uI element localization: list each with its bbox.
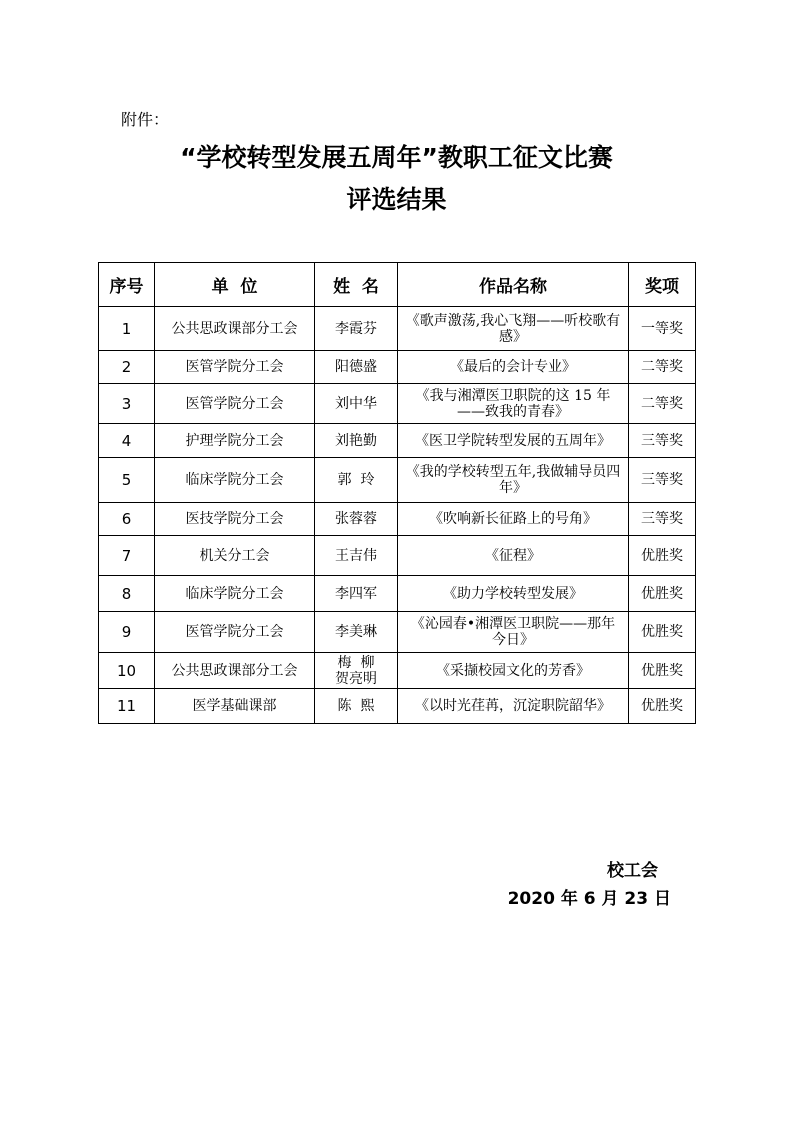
cell-unit: 临床学院分工会 bbox=[155, 458, 315, 503]
cell-work: 《我与湘潭医卫职院的这 15 年——致我的青春》 bbox=[398, 384, 629, 424]
cell-work: 《沁园春•湘潭医卫职院——那年今日》 bbox=[398, 612, 629, 653]
cell-work: 《以时光荏苒，沉淀职院韶华》 bbox=[398, 689, 629, 724]
header-award: 奖项 bbox=[629, 263, 696, 307]
table-row bbox=[99, 576, 696, 612]
cell-award: 三等奖 bbox=[629, 503, 696, 536]
cell-unit: 临床学院分工会 bbox=[155, 576, 315, 612]
cell-work: 《吹响新长征路上的号角》 bbox=[398, 503, 629, 536]
cell-work: 《助力学校转型发展》 bbox=[398, 576, 629, 612]
cell-award: 优胜奖 bbox=[629, 612, 696, 653]
cell-name: 刘艳勤 bbox=[315, 424, 398, 458]
cell-award: 优胜奖 bbox=[629, 653, 696, 689]
cell-name: 陈 熙 bbox=[315, 689, 398, 724]
cell-no: 9 bbox=[99, 612, 155, 653]
cell-name: 李美琳 bbox=[315, 612, 398, 653]
cell-no: 10 bbox=[99, 653, 155, 689]
cell-award: 三等奖 bbox=[629, 424, 696, 458]
cell-no: 5 bbox=[99, 458, 155, 503]
cell-unit: 医技学院分工会 bbox=[155, 503, 315, 536]
cell-award: 优胜奖 bbox=[629, 536, 696, 576]
page-title: “学校转型发展五周年”教职工征文比赛 bbox=[180, 143, 613, 172]
cell-unit: 医管学院分工会 bbox=[155, 612, 315, 653]
cell-award: 二等奖 bbox=[629, 384, 696, 424]
cell-name: 郭 玲 bbox=[315, 458, 398, 503]
cell-no: 3 bbox=[99, 384, 155, 424]
cell-no: 6 bbox=[99, 503, 155, 536]
table-row bbox=[99, 653, 696, 689]
cell-work: 《我的学校转型五年,我做辅导员四年》 bbox=[398, 458, 629, 503]
table-row bbox=[99, 384, 696, 424]
cell-unit: 公共思政课部分工会 bbox=[155, 307, 315, 351]
cell-award: 一等奖 bbox=[629, 307, 696, 351]
table-header-row bbox=[99, 263, 696, 307]
cell-award: 优胜奖 bbox=[629, 689, 696, 724]
cell-award: 优胜奖 bbox=[629, 576, 696, 612]
page-subtitle: 评选结果 bbox=[346, 185, 447, 214]
header-work: 作品名称 bbox=[398, 263, 629, 307]
header-name: 姓 名 bbox=[315, 263, 398, 307]
cell-no: 11 bbox=[99, 689, 155, 724]
table-row bbox=[99, 307, 696, 351]
cell-no: 7 bbox=[99, 536, 155, 576]
table-row bbox=[99, 536, 696, 576]
table-row bbox=[99, 689, 696, 724]
cell-name: 李霞芬 bbox=[315, 307, 398, 351]
table-row bbox=[99, 612, 696, 653]
cell-unit: 护理学院分工会 bbox=[155, 424, 315, 458]
cell-no: 1 bbox=[99, 307, 155, 351]
cell-no: 2 bbox=[99, 351, 155, 384]
cell-unit: 医管学院分工会 bbox=[155, 351, 315, 384]
cell-award: 三等奖 bbox=[629, 458, 696, 503]
header-no: 序号 bbox=[99, 263, 155, 307]
cell-unit: 公共思政课部分工会 bbox=[155, 653, 315, 689]
cell-work: 《最后的会计专业》 bbox=[398, 351, 629, 384]
attachment-label: 附件： bbox=[121, 110, 170, 129]
signature-org: 校工会 bbox=[607, 861, 658, 881]
table-row bbox=[99, 503, 696, 536]
cell-name: 李四军 bbox=[315, 576, 398, 612]
cell-work: 《采撷校园文化的芳香》 bbox=[398, 653, 629, 689]
table-row bbox=[99, 424, 696, 458]
cell-work: 《征程》 bbox=[398, 536, 629, 576]
cell-name: 梅 柳 贺亮明 bbox=[315, 653, 398, 689]
table-row bbox=[99, 351, 696, 384]
cell-unit: 医学基础课部 bbox=[155, 689, 315, 724]
cell-award: 二等奖 bbox=[629, 351, 696, 384]
header-unit: 单 位 bbox=[155, 263, 315, 307]
signature-date: 2020 年 6 月 23 日 bbox=[507, 889, 671, 909]
cell-unit: 医管学院分工会 bbox=[155, 384, 315, 424]
cell-name: 王吉伟 bbox=[315, 536, 398, 576]
cell-no: 4 bbox=[99, 424, 155, 458]
results-table bbox=[98, 262, 696, 724]
table-row bbox=[99, 458, 696, 503]
cell-work: 《医卫学院转型发展的五周年》 bbox=[398, 424, 629, 458]
cell-unit: 机关分工会 bbox=[155, 536, 315, 576]
cell-work: 《歌声激荡,我心飞翔——听校歌有感》 bbox=[398, 307, 629, 351]
cell-name: 张蓉蓉 bbox=[315, 503, 398, 536]
cell-no: 8 bbox=[99, 576, 155, 612]
cell-name: 阳德盛 bbox=[315, 351, 398, 384]
cell-name: 刘中华 bbox=[315, 384, 398, 424]
